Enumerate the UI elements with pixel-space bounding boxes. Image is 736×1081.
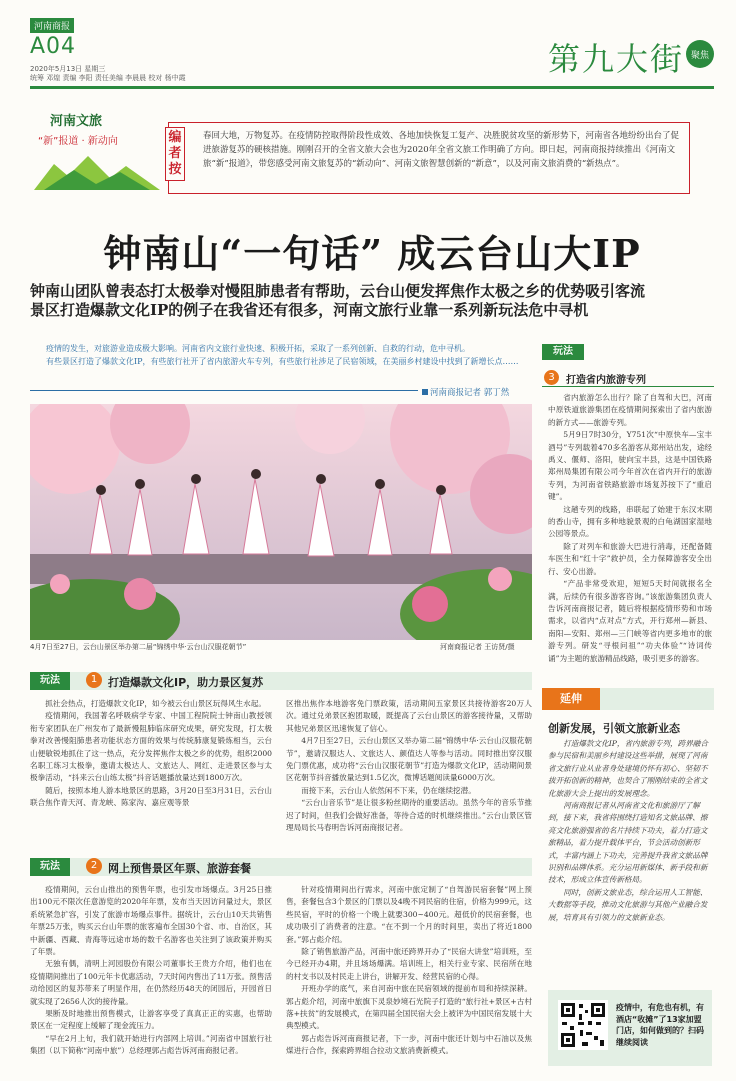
editor-note-label: 编者按 (165, 127, 185, 181)
section-2-title: 网上预售景区年票、旅游套餐 (108, 862, 251, 875)
paragraph: 开班办学的底气，来自河南中旅在民宿领域的提前布局和持续深耕。郭占彪介绍，河南中旅旗下灵泉妙境石光院子打造的“旅行社+景区+古村落+扶贫”的发展模式，在第四届全国民宿大会上被评为中国民宿发展十大典型模式。 (286, 984, 532, 1031)
hanfu-dance-illustration (30, 404, 532, 640)
section-1-column-2 (286, 698, 532, 834)
column-logo (34, 110, 160, 190)
paragraph: “产品非常受欢迎，短短5天时间就报名全满，后续仍有很多游客咨询。”该旅游集团负责人告诉河南商报记者，随后将根据疫情形势和市场需求，以省内“点对点”方式，开行郑州—新县、南阳—安阳、郑州—三门峡等省内更多地市的旅游专列。研发“寻根问祖”“功夫体验”“诗词传诵”为主题的旅游精品线路，吸引更多的游客。 (548, 579, 712, 663)
section-3-header (542, 344, 714, 386)
lead-line-2: 有些景区打造了爆款文化IP，有些旅行社开了省内旅游火车专列，有些旅行社涉足了民宿领域，在美丽乡村建设中找到了新增长点…… (46, 357, 519, 366)
staff-line: 统筹 邓煌 责编 李阳 责任美编 李晨晨 校对 杨中霞 (30, 74, 186, 82)
section-title: 第九大街 (547, 40, 684, 78)
section-3-rule (542, 386, 714, 387)
section-3-body (548, 392, 712, 665)
paragraph: 4月7日至27日，云台山景区又举办第二届“锦绣中华·云台山汉服花朝节”，邀请汉服达人、文旅达人、颜值达人等参与活动。同时推出穿汉服免门票优惠，成功将“云台山汉服花朝节”打造为爆款文化IP，活动期间景区花朝节抖音播放量达到1.5亿次，微博话题阅读量6000万次。 (286, 736, 532, 783)
paragraph: 针对疫情期间出行需求，河南中旅定制了“自驾游民宿套餐”网上预售，套餐包含3个景区的门票以及4晚不同民宿的住宿，价格为999元，这些民宿，平时的价格一个晚上就要300~400元。超低价的民宿套餐，也成功吸引了消费者的注意。“在不到一个月的时间里，卖出了将近1800套。”郭占彪介绍。 (286, 885, 532, 944)
byline-marker (422, 389, 428, 395)
paragraph: 区推出焦作本地游客免门票政策，活动期间五家景区共接待游客20万人次。通过兑弟景区抱团取暖，既提高了云台山景区的游客接待量，又帮助其他兄弟景区迅速恢复了信心。 (286, 699, 532, 733)
event-photo (30, 404, 532, 640)
section-1-tag: 玩法 (30, 672, 70, 690)
header-rule (30, 86, 714, 89)
section-1-title: 打造爆款文化IP，助力景区复苏 (108, 676, 264, 689)
editor-note-box (168, 122, 690, 194)
byline-rule (30, 390, 418, 391)
lead-paragraph (30, 342, 532, 368)
photo-caption: 4月7日至27日，云台山景区举办第二届“锦绣中华·云台山汉服花朝节” (30, 643, 247, 651)
extension-title: 创新发展，引领文旅新业态 (548, 722, 680, 735)
paragraph: 除了销售旅游产品，河南中旅还跨界开办了“民宿大讲堂”培训班，至今已经开办4期，并且场场爆满。培训班上，相关行业专家、民宿所在地的村支书以及村民走上讲台，讲解开发、经营民宿的心得。 (286, 947, 532, 981)
qr-promo-text: 疫情中，有危也有机，有酒店“收摊”了13家加盟门店，如何做到的？扫码继续阅读 (616, 1003, 704, 1047)
section-3-tag: 玩法 (542, 344, 584, 360)
extension-body (548, 738, 712, 924)
column-subtitle: “新”报道 · 新动向 (38, 136, 118, 147)
extension-header (542, 688, 714, 710)
paragraph: 省内旅游怎么出行？除了自驾和大巴，河南中原铁道旅游集团在疫情期间探索出了省内旅游的新方式——旅游专列。 (548, 393, 712, 427)
paragraph: 河南商报记者从河南省文化和旅游厅了解到，接下来，我省将围绕打造知名文旅品牌、擦亮文化旅游强省的名片持续下功夫，着力打造文旅精品，着力提升载体平台，节会活动创新形式，丰富内涵上下功夫，完善提升我省文旅品牌识别和品牌体系。充分运用新媒体、新手段和新技术，形成立体宣传新格局。 (548, 801, 708, 885)
qr-promo-box[interactable] (548, 990, 712, 1066)
paragraph: 这趟专列的线路，串联起了始建于东汉末期的香山寺，拥有多种地貌景观的白龟湖国家湿地公园等景点。 (548, 504, 712, 539)
section-1-column-1 (30, 698, 272, 810)
paragraph: 除了对列车和旅游大巴进行消毒，还配备随车医生和“红十字”救护员，全力保障游客安全出行、安心出游。 (548, 541, 712, 576)
subheadline-2: 景区打造爆款文化IP的例子在我省还有很多，河南文旅行业靠一系列新玩法危中寻机 (30, 301, 589, 319)
focus-badge: 聚焦 (686, 40, 714, 68)
paragraph: 5月9日7时30分，Y751次“中原快车—宝丰酒号”专列载着470多名游客从郑州站出发，途经禹义、偃师、洛阳，驶向宝丰县，这是中国铁路郑州局集团有限公司今年首次在省内开行的旅游专列，为河南省铁路旅游市场复苏按下了“重启键”。 (548, 430, 712, 502)
extension-tag: 延伸 (542, 688, 600, 710)
section-2-header (30, 858, 532, 876)
lead-line-1: 疫情的发生，对旅游业造成极大影响。河南省内文旅行业快速、积极开拓，采取了一系列创新、自救的行动，危中寻机。 (46, 344, 470, 353)
paragraph: 而接下来，云台山人依然闲不下来，仍在继续挖潜。 (301, 785, 476, 795)
paragraph: 果断及时地推出预售模式，让游客享受了真真正正的实惠，也帮助景区在一定程度上缓解了现金流压力。 (30, 1009, 272, 1031)
section-2-column-2 (286, 884, 532, 1058)
paragraph: 打造爆款文化IP，省内旅游专列，跨界融合参与民宿和美丽乡村建设这些举措，展现了河南省文旅行业从业者身处建境仍怀有初心、坚韧不拔开拓创新的精神，也契合了刚刚结束的全省文化旅游大会上提出的发展理念。 (548, 739, 708, 798)
photo-credit: 河南商报记者 王访贤/摄 (440, 643, 515, 651)
headline: 钟南山“一句话” 成云台山大IP (103, 231, 641, 276)
paragraph: 无独有偶，清明上河园股份有限公司董事长王贵方介绍，他们也在疫情期间推出了100元年卡优惠活动，7天时间内售出了11万张。预售活动给园区的复苏带来了明显作用，在仍然经历48天的闭园后，开园首日就实现了2656人次的接待量。 (30, 959, 272, 1006)
column-title: 河南文旅 (50, 114, 103, 129)
section-1-header (30, 672, 532, 690)
editor-note-text: 春回大地，万物复苏。在疫情防控取得阶段性成效、各地加快恢复工复产、决胜脱贫攻坚的新形势下，河南省各地纷纷出台了促进旅游复苏的硬核措施。刚刚召开的全省文旅大会也为2020年全省文旅工作明确了方向。即日起，河南商报持续推出《河南文旅“新”报道》，带您感受河南文旅复苏的“新动向”、河南文旅智慧创新的“新意”，以及河南文旅消费的“新热点”。 (203, 131, 680, 169)
section-2-number: 2 (86, 858, 102, 874)
section-3-number: 3 (544, 370, 559, 385)
paragraph: “云台山音乐节”是让很多粉丝期待的重要活动。虽然今年的音乐节推迟了时间，但我们会做好准备，等待合适的时机继续推出。”云台山景区管理局局长马春明告诉河南商报记者。 (286, 798, 532, 833)
paragraph: 郭占彪告诉河南商报记者，下一步，河南中旅还计划与中石油以及焦煤进行合作，探索跨界组合拉动文旅消费新模式。 (286, 1033, 532, 1056)
section-2-tag: 玩法 (30, 858, 70, 876)
date-line: 2020年5月13日 星期三 (30, 65, 106, 73)
paragraph: “早在2月上旬，我们就开始进行内部网上培训。”河南省中国旅行社集团（以下简称“河南中旅”）总经理郭占彪告诉河南商报记者。 (30, 1033, 272, 1056)
qr-code-icon[interactable] (558, 1000, 608, 1050)
section-1-number: 1 (86, 672, 102, 688)
paragraph: 随后，按照本地人游本地景区的思路，3月20日至3月31日，云台山联合焦作青天河、青龙峡、陈家沟、嘉应观等景 (30, 785, 272, 808)
newspaper-name-tag: 河南商报 (30, 18, 74, 33)
mountain-icon (34, 150, 160, 190)
section-2-column-1 (30, 884, 272, 1058)
paragraph: 抓社会热点，打造爆款文化IP，如今被云台山景区玩得风生水起。 (45, 699, 266, 708)
subheadline-1: 钟南山团队曾表态打太极拳对慢阻肺患者有帮助，云台山便发挥焦作太极之乡的优势吸引客流 (30, 282, 646, 300)
section-3-title: 打造省内旅游专列 (566, 375, 646, 386)
page-number: A04 (30, 34, 77, 59)
paragraph: 疫情期间，我国著名呼吸病学专家、中国工程院院士钟南山教授领衔专家团队在广州发布了最新慢阻肺临床研究成果，研究发现，打太极拳对改善慢阻肺患者功能状态方面的效果与传统肺康复锻炼相当，云台山便敏锐地抓住了这一热点，充分发挥焦作太极之乡的优势，组织2000名职工练习太极拳，邀请太极达人、文旅达人、网红、走进景区参与太极拳活动，“抖来云台山练太极”抖音话题播放量达到1800万次。 (30, 711, 272, 783)
byline: 河南商报记者 郭丁然 (430, 388, 510, 398)
paragraph: 同时，创新文旅业态，综合运用人工智能、大数据等手段，推动文化旅游与其他产业融合发展，培育具有引领力的文旅新业态。 (548, 887, 708, 922)
paragraph: 疫情期间，云台山推出的预售年票，也引发市场爆点。3月25日推出100元不限次任意游览的2020年年票，发布当天因访问量过大，景区系统紧急扩容，引发了旅游市场爆点事件。据统计，云台山10天共销售年票25万张，购买云台山年票的旅客遍布全国30个省、市、自治区，其中新疆、西藏、青海等远途市场的数千名游客也关注到了该政策并购买了年票。 (30, 885, 272, 957)
